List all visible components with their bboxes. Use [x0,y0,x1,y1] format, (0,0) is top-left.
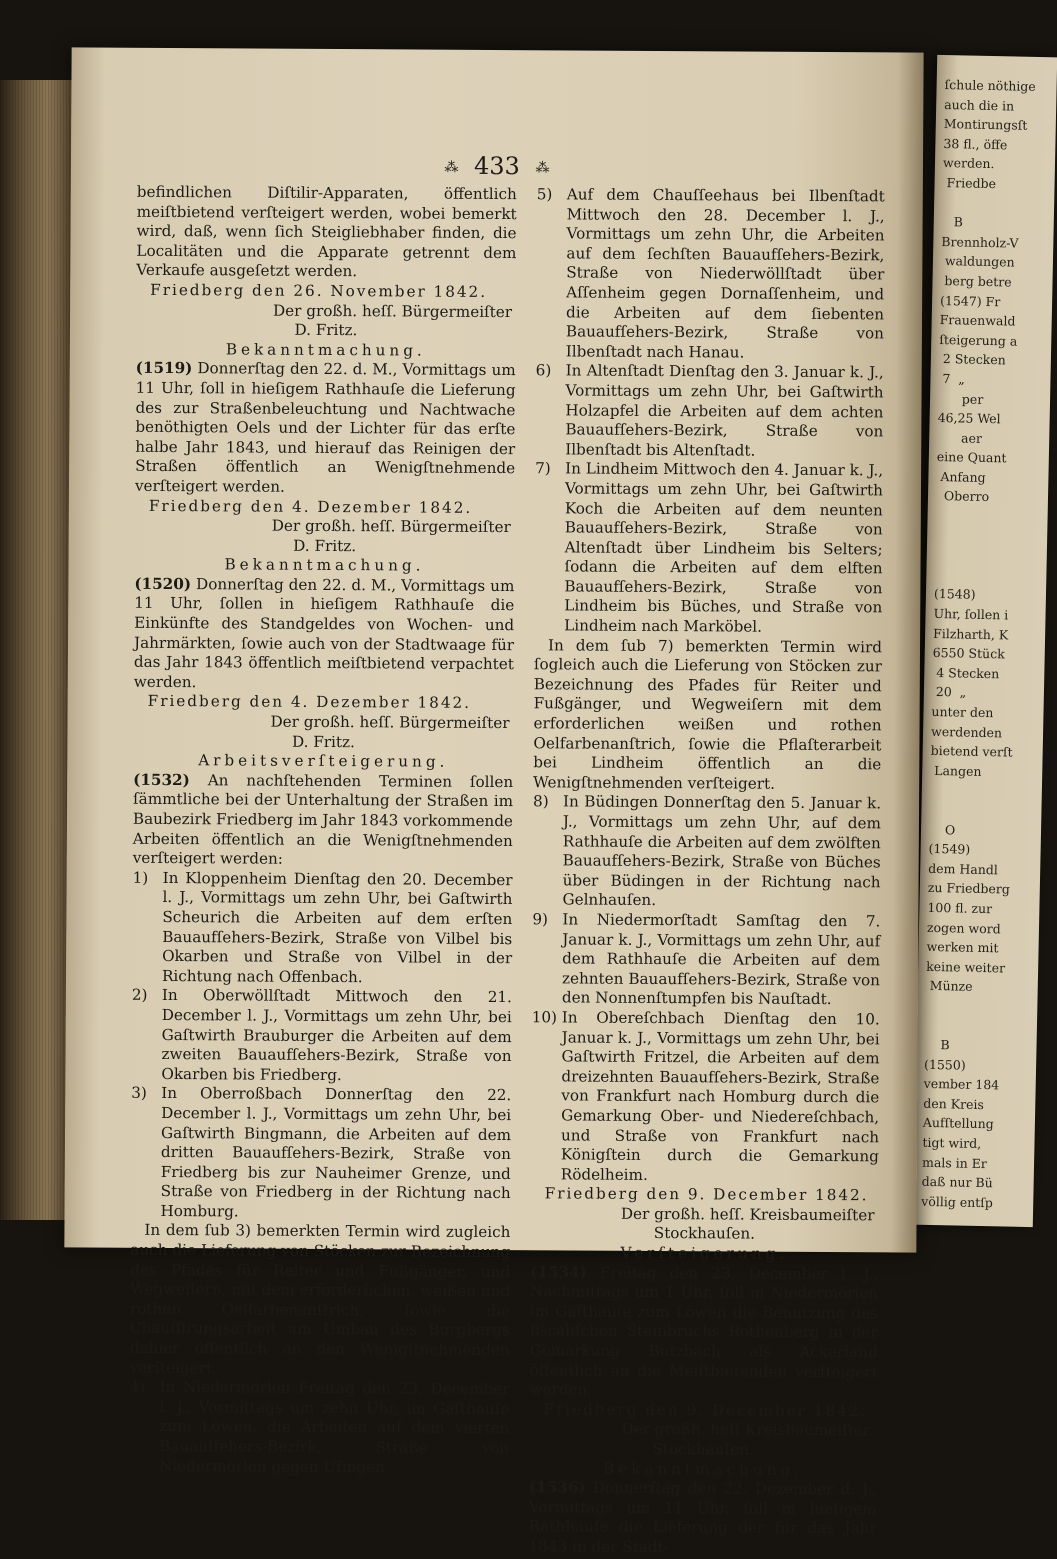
book-page [64,47,923,1557]
ornament-left-icon: ⁂ [444,159,459,176]
notice-signer-name: D. Fritz. [293,536,357,555]
list-item [532,910,881,1010]
list-item-text: In Niedermörlen Freitag den 23. December l. J., Vormittags um zehn Uhr, im Gaſthauſe zum Löwen, die Arbeiten auf dem vierten Bauaufſehers-Bezirk, Straße von Niedermörlen gegen Uſingen. [158,1378,510,1476]
list-item-number: 10) [531,1008,558,1027]
adjacent-page [913,55,1057,1227]
list-item-number: 9) [532,910,549,929]
notice-text: befindlichen Diſtilir-Apparaten, öffentlich meiſtbietend verſteigert werden, wobei bemerkt wird, daß, wenn ſich Steigliebhaber finden, die Localitäten und die Apparate getrennt dem Verkaufe ausgeſetzt werden. [136,182,517,281]
notice-heading: Verſteigerung. [620,1243,789,1263]
list-item-number: 4) [129,1378,146,1397]
list-item-number: 5) [536,185,553,204]
notice-body: Donnerſtag den 22. Dezember d. J., Vormittags um 11 Uhr, ſoll in hieſigem Rathhauſe die Lieferung der für das Jahr 1843 in der Stadt- [528,1478,877,1557]
list-item [129,1378,510,1478]
notice-signer-name: D. Fritz. [291,732,355,751]
notice-number: (1536) [528,1478,586,1497]
ornament-right-icon: ⁂ [535,159,550,176]
list-item-text: In Kloppenheim Dienſtag den 20. December l. J., Vormittags um zehn Uhr, bei Gaſtwirth Scheurich die Arbeiten auf dem erſten Bauaufſehers-Bezirk, Straße von Vilbel bis Okarben und Straße von Vilbel in der Richtung nach Offenbach. [161,868,513,986]
notice-signer: Der großh. heſſ. Bürgermeiſter [270,712,510,733]
notice-body: Freitag den 23. December l. J., Nachmittags um 1 Uhr, ſoll in Niedermörlen im Gaſthauſe zum Löwen die Benutzung des fiscaliſchen Steinbruchs Rothenberg in der Gemarkung Butzbach als Ackerland öffentlich an die Meiſtbietenden verſteigert werden. [529,1263,879,1399]
notice-text [529,1263,878,1402]
list-item [131,986,512,1086]
list-item-number: 1) [132,868,149,887]
adjacent-page-text: ſchule nöthige auch die in Montirungsſt 38 fl., öffe werden. Friedbe B Brennholz-V waldungen berg betre (1547) Fr Frauenwald ſteigerung a 2 Stecken 7 „ per 46,25 Wel aer eine Quant Anfang Oberro (1548) Uhr, ſollen i Filzharth, K 6550 Stück 4 Stecken 20 „ unter den werdenden bietend verſt Langen O (1549) dem Handl zu Friedberg 100 fl. zur zogen word werken mit keine weiter Münze B (1550) vember 184 den Kreis Aufſtellung tigt wird, mals in Er daß nur Bü völlig entſp [921,77,1036,1211]
list-item [534,460,883,638]
list-item-text: In Obereſchbach Dienſtag den 10. Januar k. J., Vormittags um zehn Uhr, bei Gaſtwirth Fritzel, die Arbeiten auf dem dreizehnten Bauaufſehers-Bezirk, Straße von Frankfurt nach Homburg durch die Gemarkung Ober- und Niedereſchbach, und Straße von Frankfurt nach Königſtein durch die Gemarkung Rödelheim. [560,1008,880,1184]
notice-signer-name: D. Fritz. [294,320,358,340]
notice-body: An nachſtehenden Terminen ſollen ſämmtliche bei der Unterhaltung der Straßen im Baubezirk Friedberg im Jahr 1843 vorkommende Arbeiten öffentlich an die Wenigſtnehmenden verſteigert werden: [132,771,514,868]
notice-date: Friedberg den 26. November 1842. [150,280,488,301]
list-item-text: In Altenſtadt Dienſtag den 3. Januar k. J., Vormittags um zehn Uhr, bei Gaſtwirth Holzapfel die Arbeiten auf dem achten Bauaufſehers-Bezirk, Straße von Ilbenſtadt bis Altenſtadt. [565,361,884,460]
notice-signer-name: Stockhauſen. [653,1224,756,1244]
page-header [71,149,923,182]
notice-number: (1520) [134,574,192,594]
right-column [528,185,884,1559]
notice-heading: Bekanntmachung. [224,555,425,575]
list-item-text: In Lindheim Mittwoch den 4. Januar k. J., Vormittags um zehn Uhr, bei Gaſtwirth Koch die Arbeiten auf dem neunten Bauaufſehers-Bezirk, Straße von Altenſtadt über Lindheim bis Selters; ſodann die Arbeiten auf dem elften Bauaufſehers-Bezirk, Straße von Lindheim bis Büches, und Straße von Lindheim nach Marköbel. [564,459,884,636]
list-item-text: Auf dem Chauſſeehaus bei Ilbenſtadt Mittwoch den 28. December l. J., Vormittags um zehn Uhr, die Arbeiten auf dem ſechſten Bauaufſehers-Bezirk, Straße von Niederwöllſtadt über Aſſenheim gegen Dornaſſenheim, und die Arbeiten auf dem ſiebenten Bauaufſehers-Bezirk, Straße von Ilbenſtadt nach Hanau. [565,185,885,362]
list-item [132,869,513,989]
notice-date: Friedberg den 4. Dezember 1842. [148,496,473,517]
notice-signer: Der großh. heſſ Kreisbaumeiſter. [621,1420,874,1440]
list-item [532,793,881,913]
list-item-text: In Niedermorſtadt Samſtag den 7. Januar k. J., Vormittags um zehn Uhr, auf dem Rathhauſe die Arbeiten auf dem zehnten Bauaufſehers-Bezirk, Straße von den Nonnenſtumpfen bis Nauſtadt. [561,910,881,1009]
list-item-number: 7) [535,459,551,478]
notice-text: In dem ſub 7) bemerkten Termin wird ſogleich auch die Lieferung von Stöcken zur Bezeichnung des Pfades für Reiter und Fußgänger, und Wegweiſern mit dem erforderlichen weißen und rothen Oelfarbenanſtrich, ſowie die Pflaſterarbeit bei Lindheim öffentlich an die Wenigſtnehmenden verſteigert. [533,635,883,793]
notice-number: (1519) [135,359,193,378]
notice-body: Donnerſtag den 22. d. M., Vormittags um 11 Uhr, ſollen in hieſigem Rathhauſe die Einkünfte des Standgeldes von Wochen- und Jahrmärkten, ſowie auch von der Stadtwaage für das Jahr 1843 öffentlich meiſtbietend verpachtet werden. [133,575,515,692]
notice-text [133,771,514,871]
notice-text [528,1478,876,1558]
notice-number: (1534) [530,1262,587,1282]
notice-date: Friedberg den 4. Dezember 1842. [147,692,472,713]
page-number: 433 [473,151,520,181]
notice-signer: Der großh. heſſ. Kreisbaumeiſter [620,1204,875,1225]
notice-date: Friedberg den 9. December 1842. [543,1400,868,1421]
list-item-number: 3) [131,1084,147,1103]
notice-signer: Der großh. heſſ. Bürgermeiſter [272,301,513,321]
notice-text: In dem ſub 3) bemerkten Termin wird zugleich auch die Lieferung von Stöcken zur Bezeichnung des Pfades für Reiter und Fußgänger, und Wegweiſern, mit dem erforderlichen, weißen und rothen Oelfarbenanſtrich, ſowie die Chauſſirungsarbeit am Umbau des Burgbergs dahier öffentlich an den Wenigſtnehmenden verſteigert. [129,1221,511,1377]
list-item-number: 2) [131,986,148,1005]
notice-heading: Bekanntmachung. [225,340,426,360]
notice-text [135,359,516,498]
list-item-text: In Oberroßbach Donnerſtag den 22. December l. J., Vormittags um zehn Uhr, bei Gaſtwirth Bingmann, die Arbeiten auf dem dritten Bauaufſehers-Bezirk, Straße von Friedberg bis zur Nauheimer Grenze, und Straße von Friedberg in der Richtung nach Homburg. [160,1084,512,1221]
list-item-text: In Büdingen Donnerſtag den 5. Januar k. J., Vormittags um zehn Uhr, auf dem Rathhauſe die Arbeiten auf dem zwölften Bauaufſehers-Bezirk, Straße von Büches über Büdingen in der Richtung nach Gelnhauſen. [562,792,882,910]
list-item [535,362,884,462]
left-column [129,183,517,1478]
notice-signer-name: Stockhauſen. [652,1439,754,1459]
notice-number: (1532) [133,770,190,789]
list-item [131,1084,512,1223]
list-item [531,1008,880,1186]
notice-body: Donnerſtag den 22. d. M., Vormittags um 11 Uhr, ſoll in hieſigem Rathhauſe die Lieferung des zur Straßenbeleuchtung und Nachtwache benöthigten Oels und der Lichter für das erſte halbe Jahr 1843, und hierauf das Reinigen der Straßen öffentlich an Wenigſtnehmende verſteigert werden. [134,359,516,496]
list-item [536,185,885,363]
notice-text [134,575,515,695]
notice-date: Friedberg den 9. December 1842. [544,1184,869,1205]
notice-heading: Arbeitsverſteigerung. [198,751,449,771]
list-item-number: 8) [533,792,549,811]
list-item-text: In Oberwöllſtadt Mittwoch den 21. December l. J., Vormittags um zehn Uhr, bei Gaſtwirth Brauburger die Arbeiten auf dem zweiten Bauaufſehers-Bezirk, Straße von Okarben bis Friedberg. [161,986,512,1084]
notice-signer: Der großh. heſſ. Bürgermeiſter [271,516,511,537]
notice-heading: Bekanntmachung. [602,1459,804,1479]
list-item-number: 6) [535,361,552,380]
